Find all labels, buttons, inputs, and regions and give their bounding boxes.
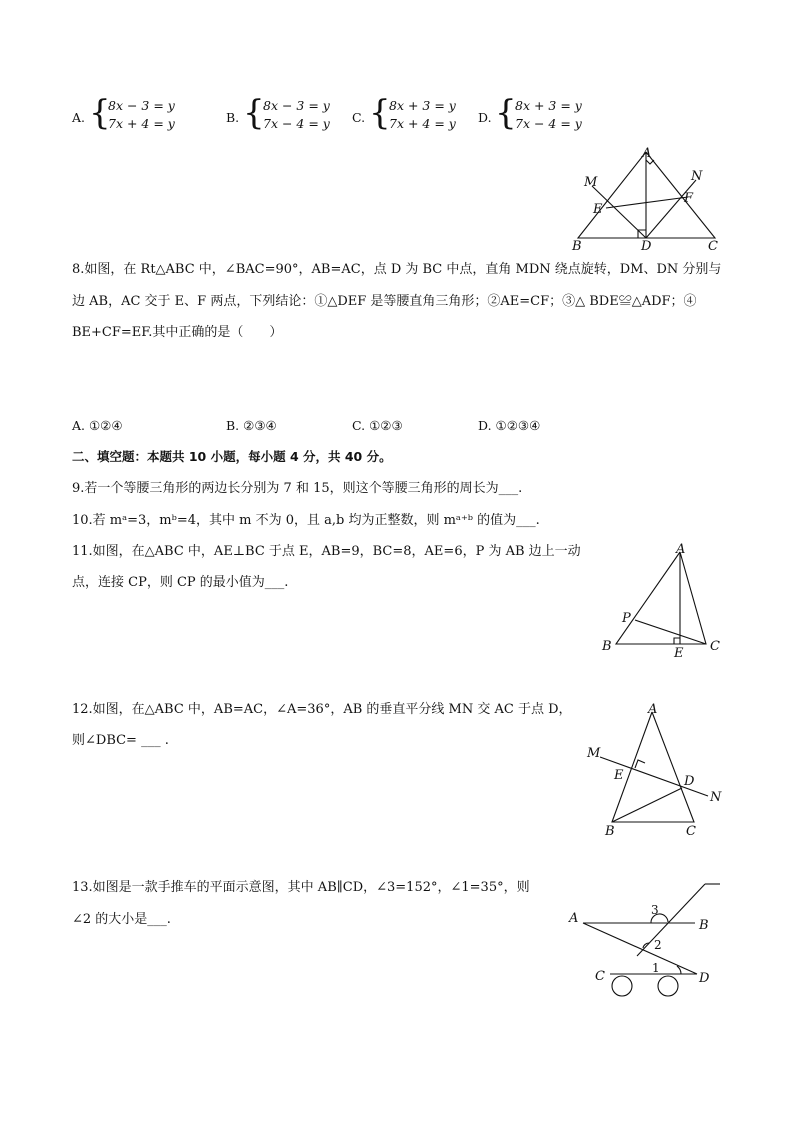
q12-line-2: 则∠DBC= ___ . — [72, 733, 169, 748]
q13-label-angle-3: 3 — [651, 903, 659, 917]
q7-option-c-letter: C. — [352, 110, 366, 125]
q7-option-b-eq2: 7x − 4 = y — [263, 116, 330, 131]
q8-label-d: D — [641, 239, 652, 254]
q8-option-b: B. ②③④ — [226, 418, 277, 433]
q7-option-d-eq2: 7x − 4 = y — [515, 116, 582, 131]
q7-option-a-letter: A. — [72, 110, 86, 125]
q13-angle-1-arc — [677, 966, 681, 974]
q12-label-b: B — [605, 824, 615, 839]
q11-label-p: P — [622, 611, 631, 626]
q13-line-1: 13.如图是一款手推车的平面示意图，其中 AB∥CD，∠3=152°，∠1=35°，则 — [72, 880, 530, 895]
q11-label-b: B — [602, 639, 612, 654]
q12-label-m: M — [587, 746, 601, 761]
q11-segment-cp — [635, 620, 706, 644]
q12-line-1: 12.如图，在△ABC 中，AB=AC，∠A=36°，AB 的垂直平分线 MN 交 AC 于点 D， — [72, 702, 572, 717]
q7-option-d-brace: { — [495, 93, 517, 133]
section-2-heading: 二、填空题：本题共 10 小题，每小题 4 分，共 40 分。 — [72, 449, 392, 464]
q8-option-d: D. ①②③④ — [478, 418, 541, 433]
q11-line-2: 点，连接 CP，则 CP 的最小值为___. — [72, 575, 289, 590]
q12-right-angle-mark — [635, 760, 645, 768]
q11-right-angle-mark — [674, 638, 680, 644]
q13-diagonal-ad — [583, 923, 697, 974]
q11-triangle-abc — [616, 552, 706, 644]
q12-label-c: C — [686, 824, 696, 839]
q7-option-b-brace: { — [243, 93, 265, 133]
q8-line-3: BE+CF=EF.其中正确的是（ ） — [72, 325, 283, 340]
q7-option-c-eq2: 7x + 4 = y — [389, 116, 456, 131]
q13-label-d: D — [699, 971, 710, 986]
q8-segment-ef — [606, 197, 688, 208]
q7-option-d-eq1: 8x + 3 = y — [515, 98, 582, 113]
q7-option-a-eq1: 8x − 3 = y — [108, 98, 175, 113]
q12-figure — [582, 700, 722, 840]
q13-wheel-right — [658, 976, 678, 996]
q12-label-e: E — [614, 768, 624, 783]
q8-label-e: E — [593, 202, 603, 217]
q12-triangle-abc — [612, 712, 694, 822]
q7-option-a-eq2: 7x + 4 = y — [108, 116, 175, 131]
q7-option-c-system — [389, 97, 456, 133]
q9-text: 9.若一个等腰三角形的两边长分别为 7 和 15，则这个等腰三角形的周长为___. — [72, 481, 523, 496]
q8-line-1: 8.如图，在 Rt△ABC 中，∠BAC=90°，AB=AC，点 D 为 BC 中点，直角 MDN 绕点旋转，DM、DN 分别与 — [72, 262, 722, 277]
q12-label-d: D — [684, 774, 695, 789]
q13-label-angle-1: 1 — [652, 961, 660, 975]
q7-option-a-system — [108, 97, 175, 133]
q8-option-a: A. ①②④ — [72, 418, 123, 433]
q13-figure — [565, 876, 730, 1001]
q7-option-d-system — [515, 97, 582, 133]
q11-figure — [598, 540, 728, 660]
q13-label-angle-2: 2 — [654, 938, 662, 952]
q7-option-c-brace: { — [369, 93, 391, 133]
q12-label-a: A — [648, 702, 658, 717]
q8-figure — [570, 142, 730, 257]
q7-option-b-letter: B. — [226, 110, 240, 125]
q7-option-b-system — [263, 97, 330, 133]
q7-option-c-eq1: 8x + 3 = y — [389, 98, 456, 113]
q8-label-a: A — [642, 146, 652, 161]
q7-option-b-eq1: 8x − 3 = y — [263, 98, 330, 113]
q12-label-n: N — [710, 790, 722, 805]
q8-label-c: C — [708, 239, 718, 254]
q11-line-1: 11.如图，在△ABC 中，AE⊥BC 于点 E，AB=9，BC=8，AE=6，P 为 AB 边上一动 — [72, 544, 581, 559]
q7-option-a-brace: { — [89, 93, 111, 133]
q13-label-a: A — [569, 911, 579, 926]
q13-label-c: C — [595, 969, 605, 984]
q13-label-b: B — [699, 918, 709, 933]
q10-text: 10.若 mᵃ=3，mᵇ=4，其中 m 不为 0，且 a,b 均为正整数，则 mᵃ⁺ᵇ 的值为___. — [72, 513, 540, 528]
q8-label-f: F — [684, 191, 694, 206]
q13-handle — [637, 884, 705, 956]
q8-option-c: C. ①②③ — [352, 418, 403, 433]
q11-label-e: E — [674, 646, 684, 660]
q11-label-a: A — [676, 542, 686, 557]
q8-label-n: N — [691, 169, 703, 184]
q11-label-c: C — [710, 639, 720, 654]
q8-line-dn — [646, 180, 696, 238]
q8-label-b: B — [572, 239, 582, 254]
q13-line-2: ∠2 的大小是___. — [72, 912, 171, 927]
q13-wheel-left — [612, 976, 632, 996]
q8-label-m: M — [584, 175, 598, 190]
q7-option-d-letter: D. — [478, 110, 492, 125]
q8-line-2: 边 AB，AC 交于 E、F 两点，下列结论：①△DEF 是等腰直角三角形；②AE=CF；③△ BDE≌△ADF；④ — [72, 294, 697, 309]
